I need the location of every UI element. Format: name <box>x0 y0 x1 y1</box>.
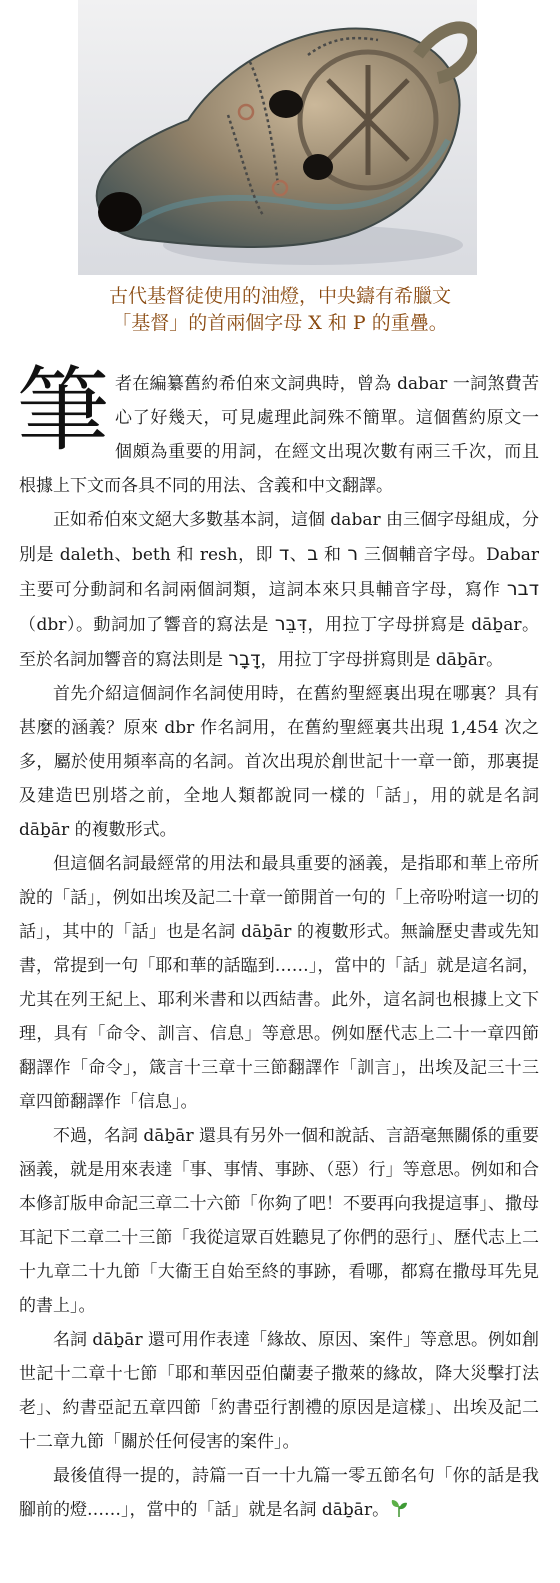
p2-text-e: （dbr）。動詞加了響音的寫法是 <box>19 615 275 635</box>
hebrew-bet: ב <box>307 543 319 565</box>
p2-text-f: ，用拉丁字母拼寫是 dāḇar。至於名詞加響音的寫法則是 <box>19 615 539 670</box>
hebrew-dbr: דבר <box>506 578 539 600</box>
paragraph-1-text: 者在編纂舊約希伯來文詞典時，曾為 dabar 一詞煞費苦心了好幾天，可見處理此詞殊不簡單。這個舊約原文一個頗為重要的用詞，在經文出現次數有兩三千次，而且根據上下文而各具不同的用法、含義和中文翻譯。 <box>19 374 539 496</box>
oil-lamp-photo <box>78 0 477 275</box>
hebrew-verb-form: דִּבֵּר <box>274 613 307 635</box>
leaf-end-mark-icon <box>389 1498 409 1518</box>
closing-text: 最後值得一提的，詩篇一百一十九篇一零五節名句「你的話是我腳前的燈……」，當中的「話」就是名詞 dāḇār。 <box>19 1466 539 1520</box>
p2-text-b: 、 <box>289 545 308 565</box>
caption-line-2: 「基督」的首兩個字母 X 和 P 的重疊。 <box>112 312 448 334</box>
hebrew-dalet: ד <box>278 543 290 565</box>
article-body <box>17 357 539 1527</box>
paragraph-intro <box>17 357 539 503</box>
paragraph-matter-deeds: 不過，名詞 dāḇār 還具有另外一個和說話、言語毫無關係的重要涵義，就是用來表達「事、事情、事跡、（惡）行」等意思。例如和合本修訂版申命記三章二十六節「你夠了吧！不要再向我提這事」、撒母耳記下二章二十三節「我從這眾百姓聽見了你們的惡行」、歷代志上二十九章二十九節「大衞王自始至終的事跡，看哪，都寫在撒母耳先見的書上」。 <box>19 1126 539 1316</box>
paragraph-closing <box>19 1459 539 1527</box>
paragraph-cause-reason: 名詞 dāḇār 還可用作表達「緣故、原因、案件」等意思。例如創世記十二章十七節「耶和華因亞伯蘭妻子撒萊的緣故，降大災擊打法老」、約書亞記五章四節「約書亞行割禮的原因是這樣」、出埃及記二十二章九節「關於任何侵害的案件」。 <box>19 1330 539 1452</box>
caption-line-1: 古代基督徒使用的油燈，中央鑄有希臘文 <box>108 285 451 307</box>
p2-text-a: 正如希伯來文絕大多數基本詞，這個 dabar 由三個字母組成，分別是 daleth、beth 和 resh，即 <box>19 510 539 565</box>
hebrew-noun-form: דָּבָר <box>228 648 261 670</box>
paragraph-letters <box>19 503 539 677</box>
p2-text-d: 三個輔音字母。Dabar 主要可分動詞和名詞兩個詞類，這詞本來只具輔音字母，寫作 <box>19 545 539 600</box>
p2-text-c: 和 <box>318 545 348 565</box>
paragraph-word-of-god: 但這個名詞最經常的用法和最具重要的涵義，是指耶和華上帝所說的「話」，例如出埃及記二十章一節開首一句的「上帝吩咐這一切的話」，其中的「話」也是名詞 dāḇār 的複數形式。無論歷史書或先知書，常提到一句「耶和華的話臨到……」，當中的「話」就是這名詞，尤其在列王紀上、耶利米書和以西結書。此外，這名詞也根據上文下理，具有「命令、訓言、信息」等意思。例如歷代志上二十一章四節翻譯作「命令」，箴言十三章十三節翻譯作「訓言」，出埃及記三十三章四節翻譯作「信息」。 <box>19 854 539 1112</box>
photo-caption <box>0 283 560 337</box>
p2-text-g: ，用拉丁字母拼寫則是 dāḇār。 <box>260 650 504 670</box>
hebrew-resh: ר <box>347 543 359 565</box>
paragraph-first-occurrence: 首先介紹這個詞作名詞使用時，在舊約聖經裏出現在哪裏？具有甚麼的涵義？原來 dbr 作名詞用，在舊約聖經裏共出現 1,454 次之多，屬於使用頻率高的名詞。首次出現於創世記十一章一節，那裏提及建造巴別塔之前，全地人類都說同一樣的「話」，用的就是名詞 dāḇār 的複數形式。 <box>19 684 539 840</box>
drop-cap: 筆 <box>17 357 110 464</box>
